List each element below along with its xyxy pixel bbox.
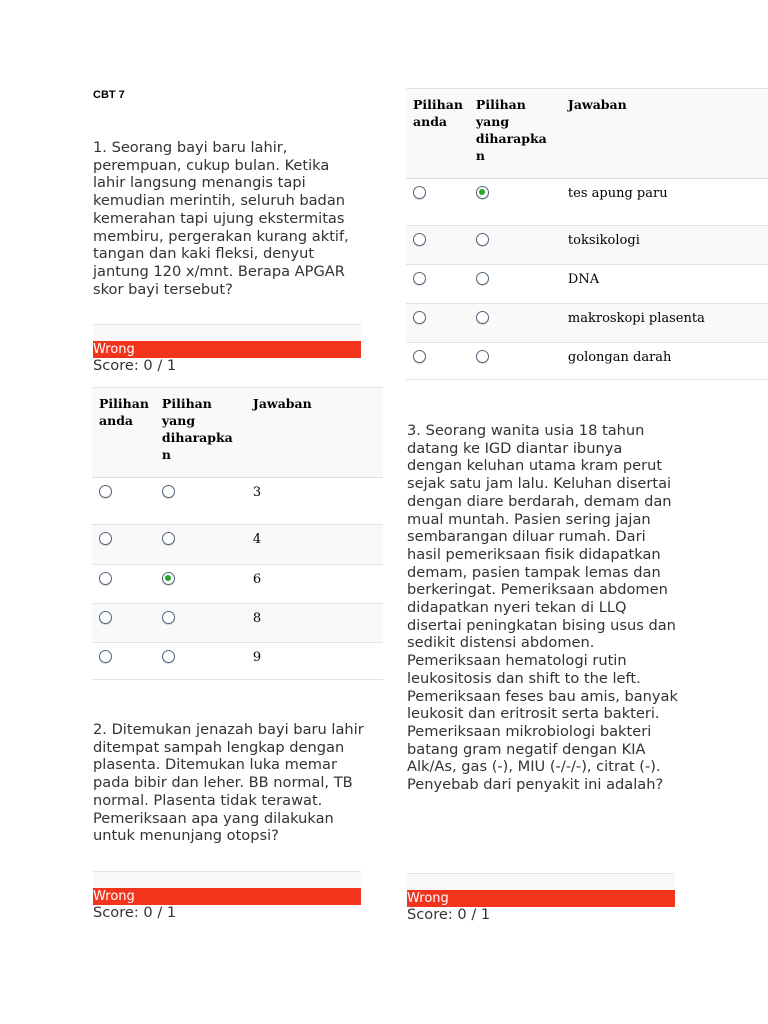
your-choice-radio[interactable]: [99, 650, 112, 663]
question-1-result: [93, 324, 361, 374]
your-choice-radio[interactable]: [413, 311, 426, 324]
answer-row: [406, 343, 768, 380]
expected-choice-radio[interactable]: [162, 650, 175, 663]
header-answer: Jawaban: [246, 388, 383, 478]
question-1-answer-table: [92, 387, 383, 680]
your-choice-cell: [406, 304, 469, 343]
answer-rows: [92, 478, 383, 680]
answer-row: [92, 565, 383, 604]
score-text: Score: 0 / 1: [407, 906, 491, 923]
your-choice-radio[interactable]: [413, 186, 426, 199]
your-choice-cell: [406, 226, 469, 265]
your-choice-radio[interactable]: [413, 350, 426, 363]
your-choice-radio[interactable]: [99, 572, 112, 585]
your-choice-cell: [406, 265, 469, 304]
answer-row: [92, 525, 383, 565]
answer-label: 6: [246, 565, 383, 604]
your-choice-cell: [92, 604, 155, 643]
expected-choice-cell: [469, 265, 561, 304]
expected-choice-cell: [469, 179, 561, 226]
answer-row: [406, 265, 768, 304]
expected-choice-cell: [155, 565, 246, 604]
answer-row: [406, 179, 768, 226]
header-your-choice: Pilihan anda: [92, 388, 155, 478]
header-your-choice: Pilihan anda: [406, 89, 469, 179]
expected-choice-cell: [469, 226, 561, 265]
header-expected-choice: Pilihan yang diharapka n: [469, 89, 561, 179]
answer-label: 4: [246, 525, 383, 565]
wrong-badge: Wrong: [93, 888, 361, 905]
expected-choice-radio[interactable]: [476, 186, 489, 199]
answer-label: 8: [246, 604, 383, 643]
expected-choice-radio[interactable]: [476, 272, 489, 285]
question-2-answer-table: [406, 88, 768, 380]
answer-row: [406, 226, 768, 265]
question-2-text: 2. Ditemukan jenazah bayi baru lahir ditempat sampah lengkap dengan plasenta. Ditemukan luka memar pada bibir dan leher. BB normal, TB normal. Plasenta tidak terawat. Pemeriksaan apa yang dilakukan untuk menunjang otopsi?: [93, 721, 364, 845]
document-title: CBT 7: [93, 89, 125, 101]
expected-choice-radio[interactable]: [162, 532, 175, 545]
your-choice-radio[interactable]: [99, 485, 112, 498]
answer-label: tes apung paru: [561, 179, 768, 226]
your-choice-cell: [92, 643, 155, 680]
wrong-badge: Wrong: [407, 890, 675, 907]
answer-label: DNA: [561, 265, 768, 304]
expected-choice-cell: [469, 343, 561, 380]
your-choice-radio[interactable]: [99, 611, 112, 624]
header-answer: Jawaban: [561, 89, 768, 179]
answer-row: [92, 478, 383, 525]
your-choice-radio[interactable]: [413, 272, 426, 285]
expected-choice-radio[interactable]: [162, 572, 175, 585]
expected-choice-radio[interactable]: [476, 311, 489, 324]
answer-row: [92, 643, 383, 680]
your-choice-cell: [92, 478, 155, 525]
answer-label: makroskopi plasenta: [561, 304, 768, 343]
answer-row: [92, 604, 383, 643]
wrong-badge: Wrong: [93, 341, 361, 358]
answer-row: [406, 304, 768, 343]
your-choice-radio[interactable]: [99, 532, 112, 545]
answer-label: 9: [246, 643, 383, 680]
answer-label: golongan darah: [561, 343, 768, 380]
expected-choice-cell: [155, 643, 246, 680]
score-text: Score: 0 / 1: [93, 357, 177, 374]
your-choice-cell: [406, 343, 469, 380]
expected-choice-cell: [469, 304, 561, 343]
your-choice-cell: [92, 565, 155, 604]
your-choice-cell: [406, 179, 469, 226]
header-expected-choice: Pilihan yang diharapka n: [155, 388, 246, 478]
answer-label: 3: [246, 478, 383, 525]
expected-choice-radio[interactable]: [162, 485, 175, 498]
expected-choice-cell: [155, 478, 246, 525]
question-2-result: [93, 871, 361, 921]
your-choice-cell: [92, 525, 155, 565]
question-1-text: 1. Seorang bayi baru lahir, perempuan, cukup bulan. Ketika lahir langsung menangis tapi kemudian merintih, seluruh badan kemerahan tapi ujung ekstermitas membiru, pergerakan kurang aktif, tangan dan kaki fleksi, denyut jantung 120 x/mnt. Berapa APGAR skor bayi tersebut?: [93, 139, 349, 298]
question-3-result: [407, 873, 675, 923]
expected-choice-radio[interactable]: [162, 611, 175, 624]
expected-choice-radio[interactable]: [476, 233, 489, 246]
your-choice-radio[interactable]: [413, 233, 426, 246]
answer-label: toksikologi: [561, 226, 768, 265]
answer-rows: [406, 179, 768, 380]
question-3-text: 3. Seorang wanita usia 18 tahun datang ke IGD diantar ibunya dengan keluhan utama kram perut sejak satu jam lalu. Keluhan disertai dengan diare berdarah, demam dan mual muntah. Pasien sering jajan sembarangan diluar rumah. Dari hasil pemeriksaan fisik didapatkan demam, pasien tampak lemas dan berkeringat. Pemeriksaan abdomen didapatkan nyeri tekan di LLQ disertai peningkatan bising usus dan sedikit distensi abdomen. Pemeriksaan hematologi rutin leukositosis dan shift to the left. Pemeriksaan feses bau amis, banyak leukosit dan eritrosit serta bakteri. Pemeriksaan mikrobiologi bakteri batang gram negatif dengan KIA Alk/As, gas (-), MIU (-/-/-), citrat (-). Penyebab dari penyakit ini adalah?: [407, 422, 678, 794]
expected-choice-cell: [155, 604, 246, 643]
score-text: Score: 0 / 1: [93, 904, 177, 921]
expected-choice-cell: [155, 525, 246, 565]
expected-choice-radio[interactable]: [476, 350, 489, 363]
